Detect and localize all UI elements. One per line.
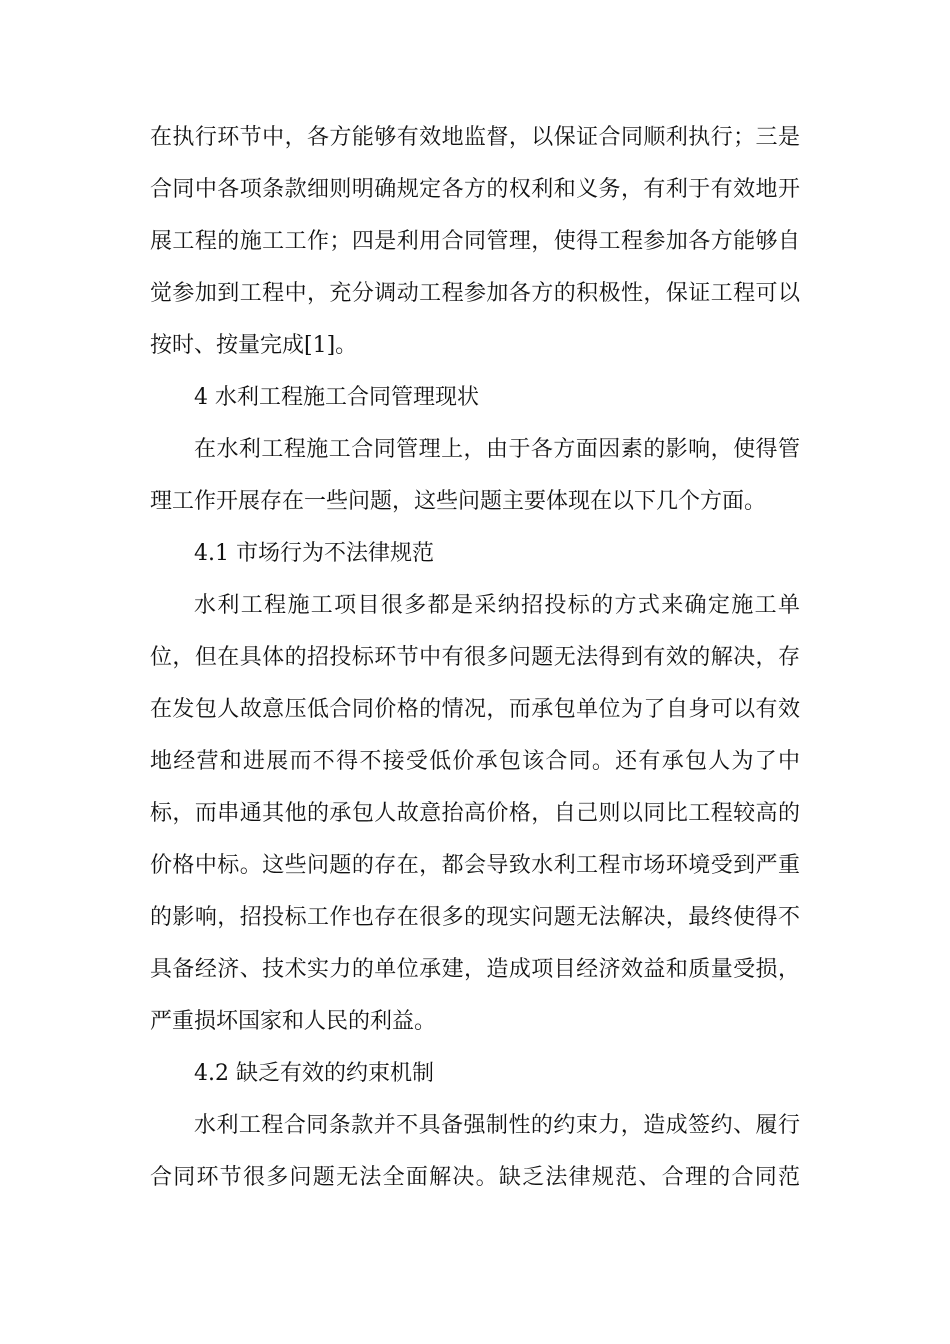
text-line: 地经营和进展而不得不接受低价承包该合同。还有承包人为了中 xyxy=(150,749,800,774)
text-line: 按时、按量完成[1]。 xyxy=(150,333,358,358)
text-line: 展工程的施工工作；四是利用合同管理，使得工程参加各方能够自 xyxy=(150,229,800,254)
text-line: 合同中各项条款细则明确规定各方的权利和义务，有利于有效地开 xyxy=(150,177,800,202)
text-line: 觉参加到工程中，充分调动工程参加各方的积极性，保证工程可以 xyxy=(150,281,800,306)
text-line: 在发包人故意压低合同价格的情况，而承包单位为了自身可以有效 xyxy=(150,697,800,722)
text-line: 合同环节很多问题无法全面解决。缺乏法律规范、合理的合同范 xyxy=(150,1165,800,1190)
text-line: 水利工程合同条款并不具备强制性的约束力，造成签约、履行 xyxy=(194,1113,800,1138)
text-line: 的影响，招投标工作也存在很多的现实问题无法解决，最终使得不 xyxy=(150,905,800,930)
text-line: 理工作开展存在一些问题，这些问题主要体现在以下几个方面。 xyxy=(150,489,767,514)
text-line: 在水利工程施工合同管理上，由于各方面因素的影响，使得管 xyxy=(194,437,800,462)
text-line: 严重损坏国家和人民的利益。 xyxy=(150,1009,437,1034)
text-line: 在执行环节中，各方能够有效地监督，以保证合同顺利执行；三是 xyxy=(150,125,800,150)
document-body xyxy=(150,112,800,1204)
text-line: 4 水利工程施工合同管理现状 xyxy=(194,385,479,410)
text-line: 位，但在具体的招投标环节中有很多问题无法得到有效的解决，存 xyxy=(150,645,800,670)
text-line: 标，而串通其他的承包人故意抬高价格，自己则以同比工程较高的 xyxy=(150,801,800,826)
text-line: 水利工程施工项目很多都是采纳招投标的方式来确定施工单 xyxy=(194,593,800,618)
text-line: 4.2 缺乏有效的约束机制 xyxy=(194,1061,434,1086)
text-line: 价格中标。这些问题的存在，都会导致水利工程市场环境受到严重 xyxy=(150,853,800,878)
text-line: 具备经济、技术实力的单位承建，造成项目经济效益和质量受损， xyxy=(150,957,800,982)
text-line: 4.1 市场行为不法律规范 xyxy=(194,541,434,566)
